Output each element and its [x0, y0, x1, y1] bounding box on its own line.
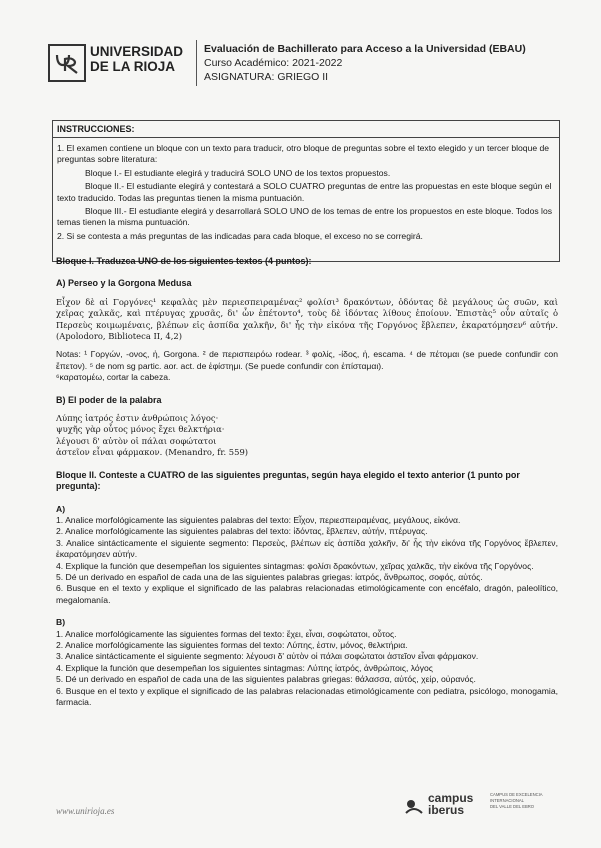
questions-B-label: B) — [56, 617, 66, 628]
header-divider — [196, 40, 197, 86]
ur-logo-icon — [53, 49, 81, 77]
block1-title: Bloque I. Traduzca UNO de los siguientes textos (4 puntos): — [56, 256, 312, 266]
instructions-box — [52, 120, 560, 262]
instructions-body — [57, 143, 555, 244]
question-item: 3. Analice sintácticamente el siguiente segmento: Περσεὺς, βλέπων εἰς ἀσπίδα χαλκῆν, δι' ἧς τὴν εἰκόνα τῆς Γοργόνος ἔβλεπεν, ἐκαρατόμησεν αὐτήν. — [56, 537, 558, 560]
questions-A-label: A) — [56, 503, 66, 514]
question-item: 5. Dé un derivado en español de cada una de las siguientes palabras griegas: θάλασσα, αὐτός, χείρ, οὐρανός. — [56, 674, 476, 685]
exam-title: Evaluación de Bachillerato para Acceso a la Universidad (EBAU) — [204, 43, 526, 55]
exam-info — [204, 42, 526, 84]
instructions-title: INSTRUCCIONES: — [53, 121, 559, 138]
textA-title: A) Perseo y la Gorgona Medusa — [56, 278, 192, 289]
instruction-2: 2. Si se contesta a más preguntas de las indicadas para cada bloque, el exceso no se corregirá. — [57, 230, 423, 241]
campus-fine-line: CAMPUS DE EXCELENCIA — [490, 792, 543, 797]
university-name-line2: DE LA RIOJA — [90, 59, 176, 74]
question-item: 2. Analice morfológicamente las siguientes formas del texto: Λύπης, ἐστιν, μόνος, θελκτήρια. — [56, 639, 408, 650]
textB-title: B) El poder de la palabra — [56, 394, 162, 405]
exam-header — [48, 40, 558, 92]
textB-line: Λύπης ἰατρός ἐστιν ἀνθρώποις λόγος· — [56, 413, 219, 424]
textB-line: ἀστεῖον εἶναι φάρμακον. (Menandro, fr. 559) — [56, 447, 249, 458]
campus-fine-print — [490, 792, 564, 810]
question-item: 1. Analice morfológicamente las siguientes palabras del texto: Εἶχον, περιεσπειραμένας, μεγάλους, εἰκόνα. — [56, 514, 461, 525]
campus-iberus-logo — [404, 792, 564, 822]
campus-iberus-icon — [404, 796, 424, 816]
block2-title: Bloque II. Conteste a CUATRO de las siguientes preguntas, según haya elegido el texto anterior (1 punto por pregunta): — [56, 469, 520, 492]
university-logo — [48, 44, 86, 82]
question-item: 6. Busque en el texto y explique el significado de las palabras relacionadas etimológicamente con encéfalo, dragón, paleolítico, megalomanía. — [56, 583, 558, 605]
instruction-block3: Bloque III.- El estudiante elegirá y desarrollará SOLO UNO de los temas de entre los propuestos en este bloque. Todos los temas tienen la misma puntuación. — [57, 206, 553, 228]
university-name — [90, 44, 183, 74]
question-item: 1. Analice morfológicamente las siguientes formas del texto: ἔχει, εἶναι, σοφώτατοι, οὗτος. — [56, 628, 397, 639]
question-item: 4. Explique la función que desempeñan los siguientes sintagmas: Λύπης ἰατρός, ἀνθρώποις, λόγος — [56, 662, 433, 673]
textB-line: λέγουσι δ' αὐτὸν οἱ πάλαι σοφώτατοι — [56, 435, 217, 446]
question-item: 6. Busque en el texto y explique el significado de las palabras relacionadas etimológicamente con pediatra, psicólogo, monogamia, farmacia. — [56, 685, 558, 707]
textA-notes: Notas: ¹ Γοργών, -ονος, ἡ, Gorgona. ² de περισπειρόω rodear. ³ φολίς, -ίδος, ἡ, escama. ⁴ de πέτομαι (se puede confundir con ἔπετον). ⁵ de nom sg partic. aor. act. de ἐφίστημι. (Se puede confundir con ἐπίσταμαι). — [56, 349, 558, 371]
question-item: 4. Explique la función que desempeñan los siguientes sintagmas: φολίσι δρακόντων, χεῖρας χαλκᾶς, τὴν εἰκόνα τῆς Γοργόνος. — [56, 560, 534, 571]
question-item: 2. Analice morfológicamente las siguientes palabras del texto: ἰδόντας, ἔβλεπεν, αὐτήν, πτέρυγας. — [56, 526, 428, 537]
textB-line: ψυχῆς γὰρ οὗτος μόνος ἔχει θελκτήρια· — [56, 424, 225, 435]
subject: ASIGNATURA: GRIEGO II — [204, 71, 329, 83]
instruction-block2: Bloque II.- El estudiante elegirá y contestará a SOLO CUATRO preguntas de entre las propuestas en este bloque según el texto traducido. Todas las preguntas tienen la misma puntuación. — [57, 181, 552, 203]
exam-content — [56, 256, 558, 708]
instruction-1: 1. El examen contiene un bloque con un texto para traducir, otro bloque de preguntas sobre el texto elegido y un tercer bloque de preguntas sobre literatura: — [57, 143, 550, 165]
campus-fine-line: DEL VALLE DEL EBRO — [490, 804, 535, 809]
textA-notes-cont: ⁶καρατομέω, cortar la cabeza. — [56, 372, 171, 383]
question-item: 5. Dé un derivado en español de cada una de las siguientes palabras griegas: ἰατρός, ἄνθρωπος, σοφός, αὐτός. — [56, 571, 483, 582]
course-year: Curso Académico: 2021-2022 — [204, 57, 343, 69]
campus-name — [428, 792, 473, 816]
campus-name-line2: iberus — [428, 803, 465, 817]
campus-fine-line: INTERNACIONAL — [490, 798, 524, 803]
instruction-block1: Bloque I.- El estudiante elegirá y traducirá SOLO UNO de los textos propuestos. — [85, 167, 391, 178]
university-name-line1: UNIVERSIDAD — [90, 44, 184, 59]
question-item: 3. Analice sintácticamente el siguiente segmento: λέγουσι δ' αὐτὸν οἱ πάλαι σοφώτατοι ἀστεῖον εἶναι φάρμακον. — [56, 651, 479, 662]
textA-body: Εἶχον δὲ αἱ Γοργόνες¹ κεφαλὰς μὲν περιεσπειραμένας² φολίσι³ δρακόντων, ὀδόντας δὲ μεγάλους ὡς συῶν, καὶ χεῖρας χαλκᾶς, καὶ πτέρυγας χρυσᾶς, δι' ὧν ἐπέτοντο⁴, τοὺς δὲ ἰδόντας λίθους ἐποίουν. Ἐπιστὰς⁵ οὖν αὐταῖς ὁ Περσεὺς κοιμωμέναις, βλέπων εἰς ἀσπίδα χαλκῆν, δι' ἧς τὴν εἰκόνα τῆς Γοργόνος ἔβλεπεν, ἐκαρατόμησεν⁶ αὐτήν. (Apolodoro, Biblioteca II, 4,2) — [56, 296, 558, 342]
campus-name-line1: campus — [428, 791, 474, 805]
footer-url: www.unirioja.es — [56, 806, 115, 816]
